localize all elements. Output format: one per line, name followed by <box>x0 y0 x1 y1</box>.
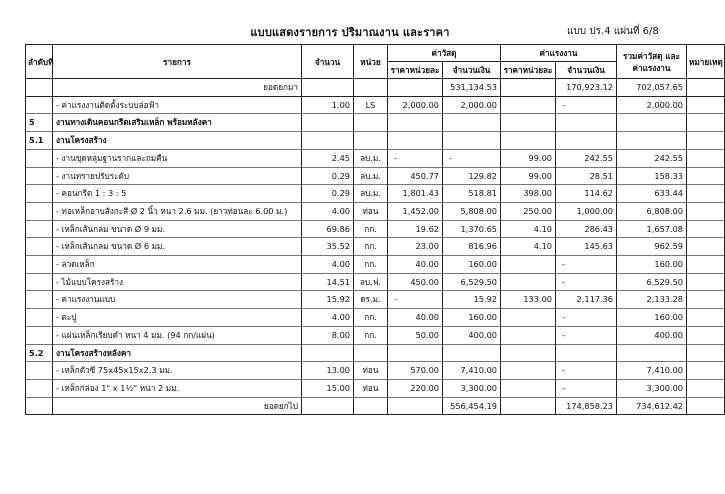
row-labor-amount: 28.51 <box>556 167 617 185</box>
total-row <box>26 79 725 97</box>
row-description: - แผ่นเหล็กเรียบดำ หนา 4 มม. (94 กก/แผ่น) <box>53 326 302 344</box>
row-number <box>26 362 53 380</box>
table-row <box>26 185 725 203</box>
row-remark <box>687 149 725 167</box>
row-total: 6,529.50 <box>617 273 687 291</box>
header-total: รวมค่าวัสดุ และค่าแรงงาน <box>617 45 687 79</box>
row-labor-amount: 114.62 <box>556 185 617 203</box>
row-material-amount: 7,410.00 <box>443 362 501 380</box>
row-description: งานโครงสร้างหลังคา <box>53 344 302 362</box>
row-material-amount: 556,454.19 <box>443 397 501 415</box>
table-row <box>26 202 725 220</box>
row-labor-unit-price <box>501 344 556 362</box>
row-number: 5 <box>26 114 53 132</box>
row-number <box>26 149 53 167</box>
row-remark <box>687 362 725 380</box>
row-material-amount <box>443 344 501 362</box>
table-row <box>26 362 725 380</box>
row-number <box>26 167 53 185</box>
row-total: 7,410.00 <box>617 362 687 380</box>
row-total: 702,057.65 <box>617 79 687 97</box>
row-number: 5.2 <box>26 344 53 362</box>
section-row <box>26 132 725 150</box>
row-labor-amount: - <box>556 309 617 327</box>
row-material-unit-price <box>388 132 443 150</box>
header-labor: ค่าแรงงาน <box>501 45 617 62</box>
row-labor-unit-price: 4.10 <box>501 220 556 238</box>
row-quantity: 4.00 <box>302 202 354 220</box>
row-description: - ค่าแรงงานแบบ <box>53 291 302 309</box>
row-remark <box>687 309 725 327</box>
row-labor-unit-price <box>501 114 556 132</box>
row-description: ยอดยกมา <box>53 79 302 97</box>
header-material-amount: จำนวนเงิน <box>443 62 501 79</box>
row-quantity <box>302 344 354 362</box>
row-remark <box>687 185 725 203</box>
row-material-amount: 3,300.00 <box>443 379 501 397</box>
row-total: 633.44 <box>617 185 687 203</box>
row-remark <box>687 132 725 150</box>
row-remark <box>687 291 725 309</box>
row-unit: LS <box>354 96 388 114</box>
row-unit: กก. <box>354 326 388 344</box>
row-labor-amount: 145.63 <box>556 238 617 256</box>
row-total: 242.55 <box>617 149 687 167</box>
row-number <box>26 220 53 238</box>
row-quantity: 13.00 <box>302 362 354 380</box>
row-material-amount: 160.00 <box>443 309 501 327</box>
row-description: - เหล็กตัวซี 75x45x15x2.3 มม. <box>53 362 302 380</box>
row-quantity <box>302 132 354 150</box>
header-quantity: จำนวน <box>302 45 354 79</box>
row-description: - เหล็กกล่อง 1" x 1½" หนา 2 มม. <box>53 379 302 397</box>
row-description: งานทางเดินคอนกรีตเสริมเหล็ก พร้อมหลังคา <box>53 114 302 132</box>
section-row <box>26 114 725 132</box>
row-unit: กก. <box>354 256 388 274</box>
row-material-unit-price: 50.00 <box>388 326 443 344</box>
row-material-amount: 160.00 <box>443 256 501 274</box>
row-quantity: 69.86 <box>302 220 354 238</box>
row-remark <box>687 96 725 114</box>
row-remark <box>687 238 725 256</box>
row-number: 5.1 <box>26 132 53 150</box>
row-material-amount: 15.92 <box>443 291 501 309</box>
row-total: 1,657.08 <box>617 220 687 238</box>
row-labor-amount: 1,000.00 <box>556 202 617 220</box>
row-description: งานโครงสร้าง <box>53 132 302 150</box>
row-number <box>26 202 53 220</box>
row-total: 160.00 <box>617 309 687 327</box>
row-quantity <box>302 79 354 97</box>
row-material-unit-price: 23.00 <box>388 238 443 256</box>
row-unit: กก. <box>354 238 388 256</box>
row-labor-amount: - <box>556 256 617 274</box>
boq-body <box>26 79 725 415</box>
row-remark <box>687 256 725 274</box>
table-row <box>26 220 725 238</box>
header-unit: หน่วย <box>354 45 388 79</box>
row-unit: ลบ.ม. <box>354 167 388 185</box>
row-labor-unit-price <box>501 379 556 397</box>
row-total: 3,300.00 <box>617 379 687 397</box>
row-material-amount: 2,000.00 <box>443 96 501 114</box>
row-number <box>26 379 53 397</box>
row-description: - ค่าแรงงานติดตั้งระบบล่อฟ้า <box>53 96 302 114</box>
row-quantity <box>302 397 354 415</box>
table-row <box>26 96 725 114</box>
row-labor-amount: - <box>556 273 617 291</box>
row-number <box>26 79 53 97</box>
row-material-unit-price <box>388 114 443 132</box>
row-material-amount: 6,529.50 <box>443 273 501 291</box>
row-quantity: 14.51 <box>302 273 354 291</box>
row-description: - เหล็กเส้นกลม ขนาด Ø 6 มม. <box>53 238 302 256</box>
sheet-reference: แบบ ปร.4 แผ่นที่ 6/8 <box>567 26 659 37</box>
row-remark <box>687 273 725 291</box>
table-row <box>26 167 725 185</box>
row-number <box>26 185 53 203</box>
boq-table <box>25 44 725 415</box>
row-material-unit-price: 570.00 <box>388 362 443 380</box>
row-material-unit-price: 2,000.00 <box>388 96 443 114</box>
row-labor-amount: - <box>556 362 617 380</box>
row-quantity: 15.92 <box>302 291 354 309</box>
row-labor-unit-price: 99.00 <box>501 149 556 167</box>
row-material-unit-price: - <box>388 149 443 167</box>
row-labor-amount: 286.43 <box>556 220 617 238</box>
row-labor-amount <box>556 132 617 150</box>
row-material-unit-price <box>388 397 443 415</box>
row-labor-unit-price <box>501 326 556 344</box>
row-quantity: 4.00 <box>302 309 354 327</box>
header-no: ลำดับที่ <box>26 45 53 79</box>
row-material-unit-price: 40.00 <box>388 256 443 274</box>
row-number <box>26 238 53 256</box>
row-labor-amount: - <box>556 326 617 344</box>
row-description: ยอดยกไป <box>53 397 302 415</box>
row-labor-unit-price <box>501 362 556 380</box>
row-total: 2,133.28 <box>617 291 687 309</box>
row-unit: ลบ.ม. <box>354 185 388 203</box>
row-remark <box>687 344 725 362</box>
row-number <box>26 256 53 274</box>
row-total <box>617 132 687 150</box>
row-unit: ท่อน <box>354 379 388 397</box>
row-description: - คอนกรีต 1 : 3 : 5 <box>53 185 302 203</box>
row-remark <box>687 379 725 397</box>
row-labor-unit-price: 99.00 <box>501 167 556 185</box>
row-quantity: 8.00 <box>302 326 354 344</box>
row-material-amount: 5,808.00 <box>443 202 501 220</box>
row-labor-unit-price: 250.00 <box>501 202 556 220</box>
row-labor-unit-price <box>501 273 556 291</box>
row-description: - ตะปู <box>53 309 302 327</box>
row-labor-unit-price <box>501 79 556 97</box>
row-number <box>26 96 53 114</box>
row-remark <box>687 79 725 97</box>
row-number <box>26 291 53 309</box>
table-row <box>26 291 725 309</box>
row-unit <box>354 79 388 97</box>
row-material-unit-price: 19.62 <box>388 220 443 238</box>
row-material-unit-price: 1,801.43 <box>388 185 443 203</box>
row-remark <box>687 326 725 344</box>
row-unit: ลบ.ฟ. <box>354 273 388 291</box>
row-labor-amount: 242.55 <box>556 149 617 167</box>
row-labor-amount: 174,858.23 <box>556 397 617 415</box>
row-labor-amount: - <box>556 96 617 114</box>
row-number <box>26 309 53 327</box>
table-row <box>26 256 725 274</box>
header-material: ค่าวัสดุ <box>388 45 501 62</box>
row-quantity: 2.45 <box>302 149 354 167</box>
row-number <box>26 273 53 291</box>
row-total: 6,808.00 <box>617 202 687 220</box>
row-material-amount: 518.81 <box>443 185 501 203</box>
row-unit: กก. <box>354 309 388 327</box>
row-labor-unit-price: 4.10 <box>501 238 556 256</box>
row-unit: ตร.ม. <box>354 291 388 309</box>
row-material-unit-price: 1,452.00 <box>388 202 443 220</box>
row-description: - ลวดเหล็ก <box>53 256 302 274</box>
row-remark <box>687 202 725 220</box>
row-total: 160.00 <box>617 256 687 274</box>
row-labor-unit-price: 133.00 <box>501 291 556 309</box>
row-total <box>617 344 687 362</box>
row-description: - ไม้แบบโครงสร้าง <box>53 273 302 291</box>
table-row <box>26 273 725 291</box>
header-remark: หมายเหตุ <box>687 45 725 79</box>
row-total: 400.00 <box>617 326 687 344</box>
row-material-unit-price: 450.00 <box>388 273 443 291</box>
header-labor-unit-price: ราคาหน่วยละ <box>501 62 556 79</box>
table-row <box>26 238 725 256</box>
row-unit <box>354 132 388 150</box>
row-total: 734,612.42 <box>617 397 687 415</box>
row-labor-unit-price <box>501 397 556 415</box>
row-remark <box>687 114 725 132</box>
row-labor-unit-price <box>501 96 556 114</box>
row-remark <box>687 167 725 185</box>
document-title: แบบแสดงรายการ ปริมาณงาน และราคา <box>250 26 450 39</box>
row-total <box>617 114 687 132</box>
row-unit: ท่อน <box>354 362 388 380</box>
row-labor-amount: - <box>556 379 617 397</box>
row-material-unit-price: - <box>388 291 443 309</box>
row-quantity: 15.00 <box>302 379 354 397</box>
row-material-amount: 531,134.53 <box>443 79 501 97</box>
section-row <box>26 344 725 362</box>
row-material-amount: 1,370.65 <box>443 220 501 238</box>
row-material-amount: 400.00 <box>443 326 501 344</box>
row-quantity <box>302 114 354 132</box>
row-quantity: 0.29 <box>302 185 354 203</box>
table-row <box>26 149 725 167</box>
row-labor-unit-price <box>501 132 556 150</box>
row-material-amount: 816.96 <box>443 238 501 256</box>
row-quantity: 35.52 <box>302 238 354 256</box>
row-labor-amount: 2,117.36 <box>556 291 617 309</box>
row-total: 962.59 <box>617 238 687 256</box>
row-material-amount: - <box>443 149 501 167</box>
row-material-unit-price <box>388 344 443 362</box>
row-total: 2,000.00 <box>617 96 687 114</box>
row-remark <box>687 397 725 415</box>
row-quantity: 4.00 <box>302 256 354 274</box>
row-description: - เหล็กเส้นกลม ขนาด Ø 9 มม. <box>53 220 302 238</box>
row-labor-unit-price: 398.00 <box>501 185 556 203</box>
row-material-amount <box>443 114 501 132</box>
table-row <box>26 379 725 397</box>
row-labor-amount <box>556 344 617 362</box>
row-labor-amount: 170,923.12 <box>556 79 617 97</box>
row-material-unit-price: 220.00 <box>388 379 443 397</box>
row-description: - งานขุดหลุมฐานรากและถมคืน <box>53 149 302 167</box>
header-material-unit-price: ราคาหน่วยละ <box>388 62 443 79</box>
row-unit <box>354 114 388 132</box>
row-material-amount <box>443 132 501 150</box>
row-unit <box>354 344 388 362</box>
table-row <box>26 326 725 344</box>
row-material-amount: 129.82 <box>443 167 501 185</box>
row-unit: กก. <box>354 220 388 238</box>
row-labor-unit-price <box>501 256 556 274</box>
table-row <box>26 309 725 327</box>
row-total: 158.33 <box>617 167 687 185</box>
row-unit: ลบ.ม. <box>354 149 388 167</box>
row-number <box>26 326 53 344</box>
header-labor-amount: จำนวนเงิน <box>556 62 617 79</box>
row-quantity: 0.29 <box>302 167 354 185</box>
row-labor-amount <box>556 114 617 132</box>
row-number <box>26 397 53 415</box>
row-unit <box>354 397 388 415</box>
row-unit: ท่อน <box>354 202 388 220</box>
row-remark <box>687 220 725 238</box>
row-material-unit-price: 450.77 <box>388 167 443 185</box>
row-material-unit-price: 40.00 <box>388 309 443 327</box>
row-labor-unit-price <box>501 309 556 327</box>
row-description: - ท่อเหล็กอาบสังกะสี Ø 2 นิ้ว หนา 2.6 มม. (ยาวท่อนละ 6.00 ม.) <box>53 202 302 220</box>
row-description: - งานทรายปรับระดับ <box>53 167 302 185</box>
header-description: รายการ <box>53 45 302 79</box>
total-row <box>26 397 725 415</box>
row-material-unit-price <box>388 79 443 97</box>
row-quantity: 1.00 <box>302 96 354 114</box>
